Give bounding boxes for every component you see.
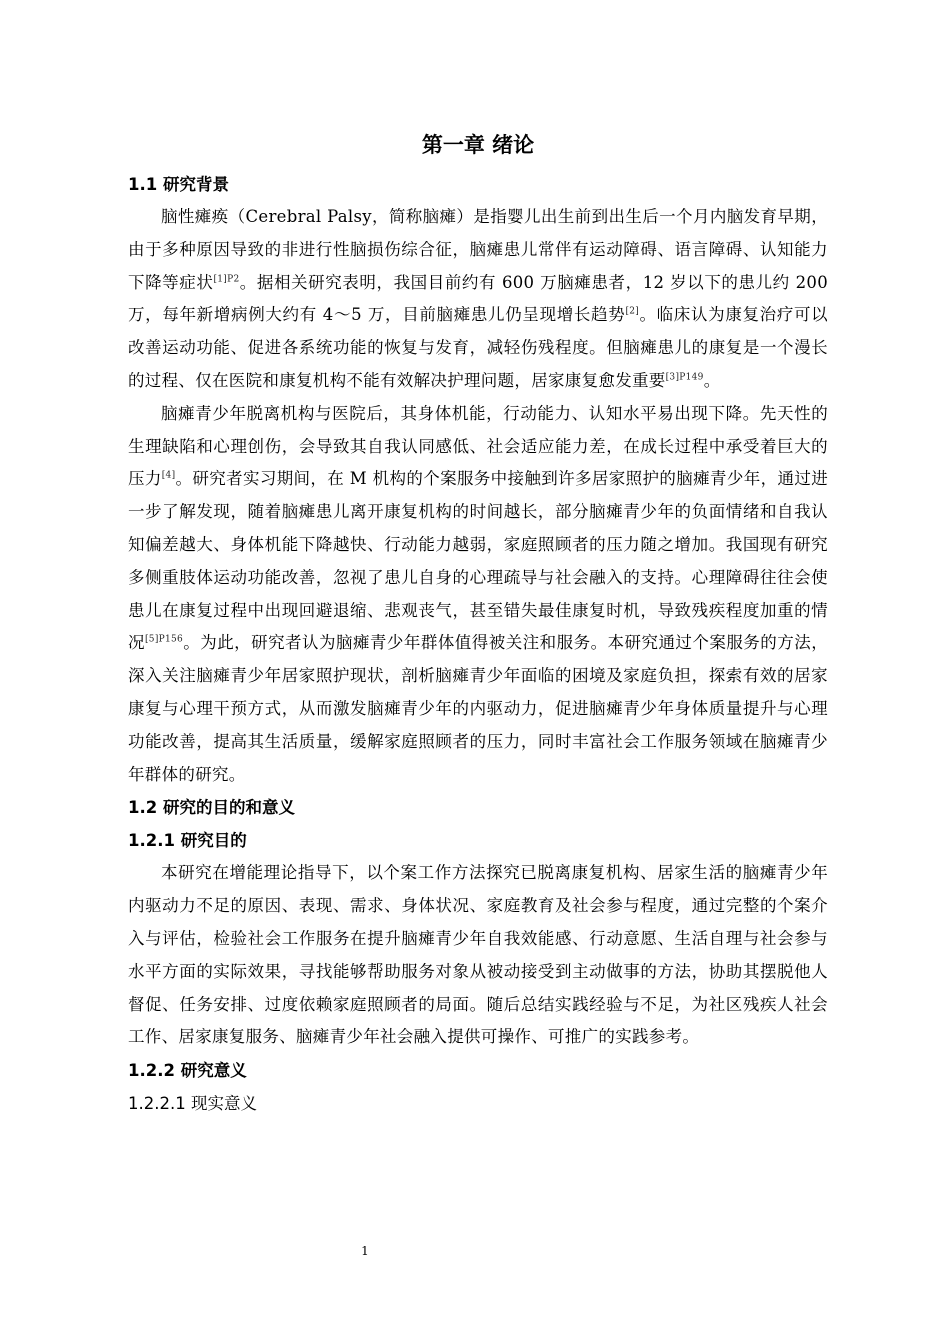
paragraph-text: 。据相关研究表明，我国目前约有 600 万脑瘫患者，12 岁以下的患儿约 200 万，每年新增病例大约有 4～5 万，目前脑瘫患儿仍呈现增长趋势 <box>128 272 828 325</box>
paragraph-text: 。研究者实习期间，在 M 机构的个案服务中接触到许多居家照护的脑瘫青少年，通过进一步了解发现，随着脑瘫患儿离开康复机构的时间越长，部分脑瘫青少年的负面情绪和自我认知偏差越大、身体机能下降越快、行动能力越弱，家庭照顾者的压力随之增加。我国现有研究多侧重肢体运动功能改善，忽视了患儿自身的心理疏导与社会融入的支持。心理障碍往往会使患儿在康复过程中出现回避退缩、悲观丧气，甚至错失最佳康复时机，导致残疾程度加重的情况 <box>128 469 828 653</box>
section-heading-1-2: 1.2 研究的目的和意义 <box>128 798 295 818</box>
paragraph-background-2 <box>128 398 828 792</box>
section-heading-1-2-2-1: 1.2.2.1 现实意义 <box>128 1094 257 1114</box>
citation-ref: [3]P149 <box>665 372 704 383</box>
chapter-title: 第一章 绪论 <box>421 132 535 157</box>
paragraph-text: 。为此，研究者认为脑瘫青少年群体值得被关注和服务。本研究通过个案服务的方法，深入关注脑瘫青少年居家照护现状，剖析脑瘫青少年面临的困境及家庭负担，探索有效的居家康复与心理干预方式，从而激发脑瘫青少年的内驱动力，促进脑瘫青少年身体质量提升与心理功能改善，提高其生活质量，缓解家庭照顾者的压力，同时丰富社会工作服务领域在脑瘫青少年群体的研究。 <box>128 633 828 784</box>
section-heading-1-2-2: 1.2.2 研究意义 <box>128 1061 247 1081</box>
paragraph-text: 脑瘫青少年脱离机构与医院后，其身体机能，行动能力、认知水平易出现下降。先天性的生理缺陷和心理创伤，会导致其自我认同感低、社会适应能力差，在成长过程中承受着巨大的压力 <box>128 403 828 489</box>
paragraph-text: 。 <box>703 370 721 390</box>
citation-ref: [4] <box>161 470 176 481</box>
section-heading-1-2-1: 1.2.1 研究目的 <box>128 831 247 851</box>
page-content <box>128 130 828 1120</box>
paragraph-purpose: 本研究在增能理论指导下，以个案工作方法探究已脱离康复机构、居家生活的脑瘫青少年内驱动力不足的原因、表现、需求、身体状况、家庭教育及社会参与程度，通过完整的个案介入与评估，检验社会工作服务在提升脑瘫青少年自我效能感、行动意愿、生活自理与社会参与水平方面的实际效果，寻找能够帮助服务对象从被动接受到主动做事的方法，协助其摆脱他人督促、任务安排、过度依赖家庭照顾者的局面。随后总结实践经验与不足，为社区残疾人社会工作、居家康复服务、脑瘫青少年社会融入提供可操作、可推广的实践参考。 <box>128 863 828 1047</box>
section-heading-1-1: 1.1 研究背景 <box>128 175 229 194</box>
citation-ref: [2] <box>625 306 640 317</box>
citation-ref: [1]P2 <box>213 274 240 285</box>
paragraph-text: 脑性瘫痪（Cerebral Palsy，简称脑瘫）是指婴儿出生前到出生后一个月内脑发育早期，由于多种原因导致的非进行性脑损伤综合征，脑瘫患儿常伴有运动障碍、语言障碍、认知能力下降等症状 <box>128 207 828 292</box>
page-number: 1 <box>361 1244 369 1258</box>
citation-ref: [5]P156 <box>144 634 184 645</box>
paragraph-text: 。临床认为康复治疗可以改善运动功能、促进各系统功能的恢复与发育，减轻伤残程度。但脑瘫患儿的康复是一个漫长的过程、仅在医院和康复机构不能有效解决护理问题，居家康复愈发重要 <box>128 305 828 390</box>
paragraph-background-1 <box>128 201 828 398</box>
